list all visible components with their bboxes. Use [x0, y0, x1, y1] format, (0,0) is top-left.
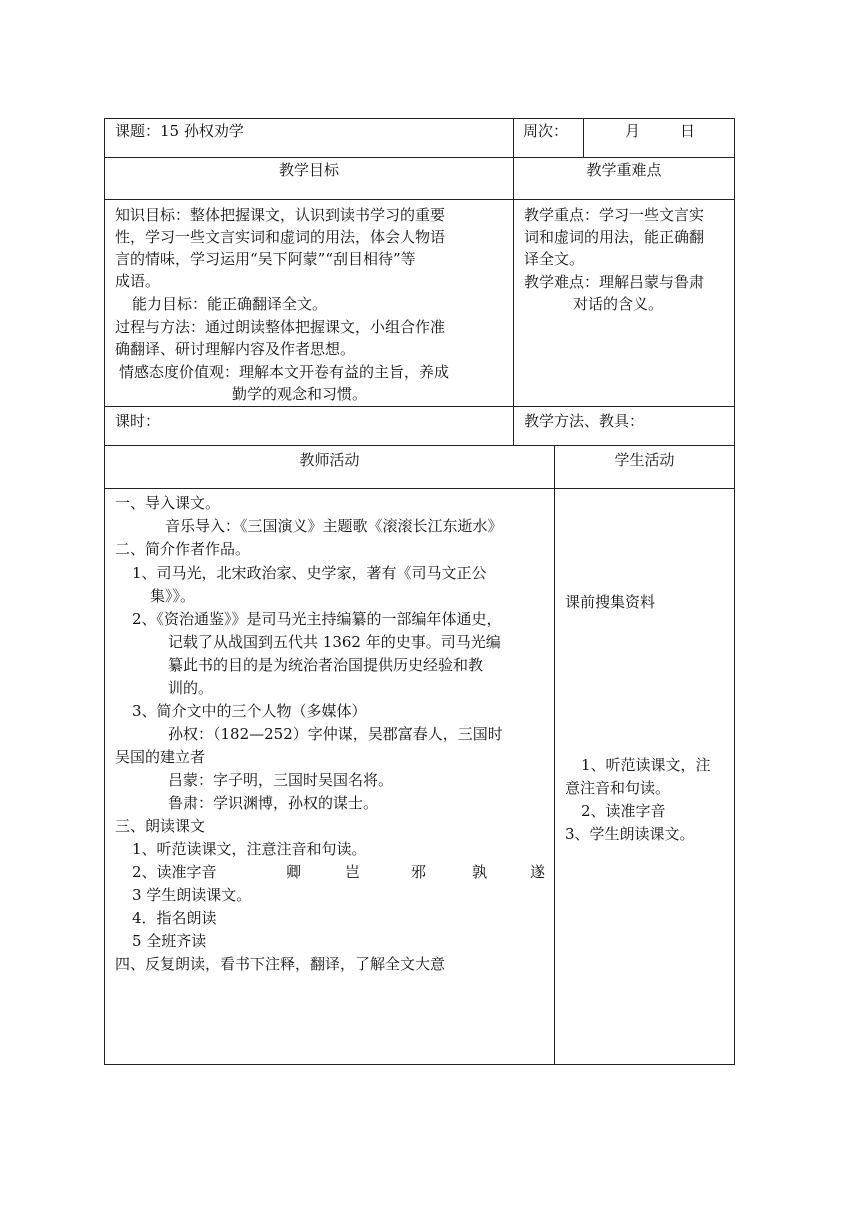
row-divider	[105, 157, 734, 158]
work-item-line: 记载了从战国到五代共 1362 年的史事。司马光编	[168, 633, 501, 651]
lu-meng-line: 吕蒙：字子明，三国时吴国名将。	[168, 771, 394, 789]
reading-step: 4．指名朗读	[132, 909, 217, 927]
characters-item: 3、简介文中的三个人物（多媒体）	[132, 702, 367, 720]
reading-step: 2、读准字音	[132, 863, 217, 881]
key-point-line: 词和虚词的用法，能正确翻	[524, 228, 705, 246]
work-item-line: 训的。	[168, 679, 214, 697]
process-objective-line: 过程与方法：通过朗读整体把握课文，小组合作准	[115, 318, 446, 336]
key-point-line: 译全文。	[524, 250, 585, 268]
row-divider	[105, 199, 734, 200]
teacher-activity-header: 教师活动	[299, 451, 360, 469]
pronunciation-char: 岂	[345, 863, 361, 881]
lesson-topic: 课题：15 孙权劝学	[115, 122, 244, 140]
row-divider	[105, 445, 734, 446]
objectives-header: 教学目标	[278, 161, 339, 179]
column-divider	[554, 445, 555, 1064]
student-activity-line: 1、听范读课文，注	[581, 756, 711, 774]
section-author: 二、简介作者作品。	[115, 540, 251, 558]
knowledge-objective-line: 性，学习一些文言实词和虚词的用法，体会人物语	[115, 228, 446, 246]
month-label: 月	[625, 122, 641, 140]
methods-label: 教学方法、教具：	[524, 412, 645, 430]
emotion-objective-line: 情感态度价值观：理解本文开卷有益的主旨，养成	[119, 363, 450, 381]
pronunciation-char: 遂	[530, 863, 546, 881]
row-divider	[105, 488, 734, 489]
column-divider	[513, 119, 514, 157]
student-activity-header: 学生活动	[614, 451, 675, 469]
student-activity-line: 意注音和句读。	[565, 779, 671, 797]
difficulty-line: 教学难点：理解吕蒙与鲁肃	[524, 273, 705, 291]
reading-step: 1、听范读课文，注意注音和句读。	[132, 840, 367, 858]
knowledge-objective-line: 知识目标：整体把握课文，认识到读书学习的重要	[115, 206, 446, 224]
sun-quan-line: 孙权：（182—252）字仲谋，吴郡富春人，三国时	[168, 725, 503, 743]
section-reading: 三、朗读课文	[115, 817, 206, 835]
author-item-line: 集》》。	[150, 587, 196, 605]
difficulty-line: 对话的含义。	[573, 295, 664, 313]
column-divider	[583, 119, 584, 157]
work-item-line: 2、《资治通鉴》》是司马光主持编纂的一部编年体通史，	[132, 610, 502, 628]
reading-step: 3 学生朗读课文。	[132, 886, 252, 904]
student-activity-line: 2、读准字音	[581, 802, 666, 820]
key-point-line: 教学重点：学习一些文言实	[524, 206, 705, 224]
pronunciation-char: 邪	[411, 863, 427, 881]
author-item-line: 1、司马光，北宋政治家、史学家，著有《司马文正公	[132, 564, 487, 582]
emotion-objective-line: 勤学的观念和习惯。	[232, 385, 368, 403]
student-activity-line: 3、学生朗读课文。	[565, 825, 695, 843]
reading-step: 5 全班齐读	[132, 932, 207, 950]
lu-su-line: 鲁肃：学识渊博，孙权的谋士。	[168, 794, 379, 812]
column-divider	[513, 157, 514, 445]
work-item-line: 纂此书的目的是为统治者治国提供历史经验和教	[168, 656, 484, 674]
process-objective-line: 确翻译、研讨理解内容及作者思想。	[115, 340, 356, 358]
sun-quan-line: 吴国的建立者	[115, 748, 206, 766]
ability-objective: 能力目标：能正确翻译全文。	[132, 295, 328, 313]
focus-header: 教学重难点	[586, 161, 662, 179]
pronunciation-char: 孰	[472, 863, 488, 881]
lesson-plan-table	[104, 118, 735, 1065]
music-intro: 音乐导入：《三国演义》主题歌《滚滚长江东逝水》	[165, 517, 503, 535]
knowledge-objective-line: 言的情味，学习运用“吴下阿蒙”“刮目相待”等	[115, 250, 416, 268]
pronunciation-char: 卿	[286, 863, 302, 881]
row-divider	[105, 406, 734, 407]
week-label: 周次：	[523, 122, 569, 140]
knowledge-objective-line: 成语。	[115, 272, 161, 290]
student-pre-research: 课前搜集资料	[565, 593, 656, 611]
section-intro: 一、导入课文。	[115, 494, 221, 512]
day-label: 日	[680, 122, 696, 140]
section-repeat-reading: 四、反复朗读，看书下注释，翻译，了解全文大意	[115, 955, 446, 973]
class-hours-label: 课时：	[115, 412, 161, 430]
